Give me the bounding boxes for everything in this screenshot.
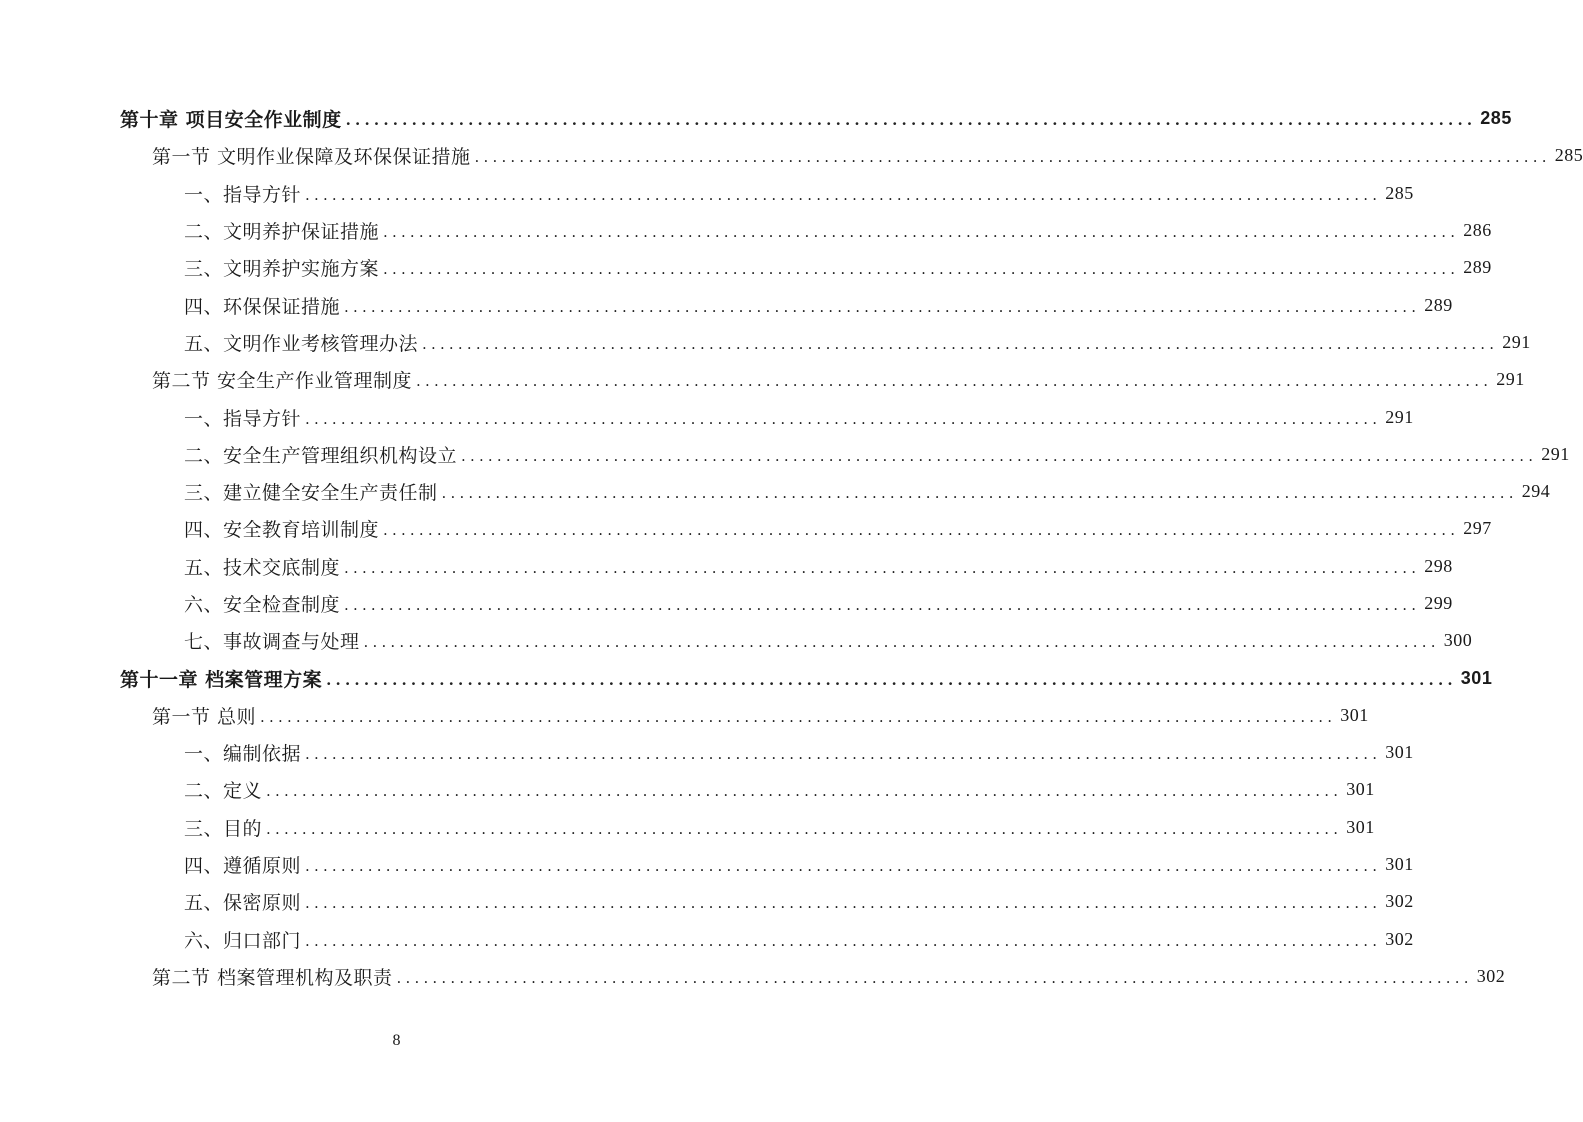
toc-dot-leader: ........................................................................................................................ [383,521,1460,540]
toc-dot-leader: ........................................................................................................................ [305,745,1382,764]
toc-dot-leader: ........................................................................................................................ [344,297,1421,316]
page-number: 8 [392,1032,401,1049]
toc-subsection-entry[interactable] [0,473,1551,510]
toc-entry-page-number: 299 [1424,593,1453,613]
toc-entry-title: 六、安全检查制度 [184,594,341,616]
toc-dot-leader: ........................................................................................................................ [266,819,1343,838]
toc-entry-title: 一、指导方针 [184,407,302,430]
toc-entry-page-number: 298 [1424,555,1453,576]
toc-section-entry[interactable] [0,361,1525,398]
toc-dot-leader: ........................................................................................................................ [363,633,1440,652]
toc-entry-title: 第十一章 档案管理方案 [120,668,323,691]
toc-dot-leader: ........................................................................................................................ [344,558,1421,577]
toc-chapter-entry[interactable] [0,659,1493,696]
toc-entry-title: 三、目的 [184,817,263,840]
table-of-contents [0,100,1583,995]
toc-dot-leader: ........................................................................................................................ [461,446,1538,465]
toc-entry-page-number: 302 [1476,965,1506,986]
toc-section-entry[interactable] [0,958,1506,995]
toc-dot-leader: ........................................................................................................................ [326,670,1457,689]
toc-entry-page-number: 302 [1385,928,1414,949]
toc-entry-title: 第二节 档案管理机构及职责 [152,966,393,989]
toc-dot-leader: ........................................................................................................................ [305,894,1382,913]
toc-subsection-entry[interactable] [0,921,1414,958]
toc-section-entry[interactable] [0,697,1369,734]
toc-entry-title: 二、定义 [184,780,263,803]
toc-chapter-entry[interactable] [0,100,1512,137]
toc-entry-page-number: 285 [1480,108,1512,129]
toc-subsection-entry[interactable] [0,436,1570,473]
toc-section-entry[interactable] [0,137,1583,174]
toc-dot-leader: ........................................................................................................................ [422,334,1499,353]
toc-entry-page-number: 300 [1443,630,1473,651]
toc-entry-page-number: 289 [1424,294,1453,315]
toc-entry-page-number: 285 [1385,182,1414,203]
toc-entry-title: 五、文明作业考核管理办法 [184,332,419,355]
toc-subsection-entry[interactable] [0,249,1492,286]
toc-entry-title: 五、技术交底制度 [184,556,341,579]
toc-dot-leader: ........................................................................................................................ [305,409,1382,428]
toc-subsection-entry[interactable] [0,212,1492,249]
toc-dot-leader: ........................................................................................................................ [396,968,1473,987]
toc-entry-page-number: 291 [1502,331,1531,352]
toc-entry-title: 第十章 项目安全作业制度 [120,109,342,132]
toc-entry-page-number: 294 [1521,481,1551,502]
toc-entry-page-number: 301 [1340,704,1369,725]
toc-dot-leader: ........................................................................................................................ [441,484,1518,503]
toc-subsection-entry[interactable] [0,809,1375,846]
toc-entry-title: 四、安全教育培训制度 [184,519,380,542]
toc-entry-title: 二、安全生产管理组织机构设立 [184,444,458,467]
toc-subsection-entry[interactable] [0,883,1414,920]
toc-subsection-entry[interactable] [0,734,1414,771]
toc-entry-title: 七、事故调查与处理 [184,631,360,654]
toc-entry-title: 六、归口部门 [184,929,302,952]
toc-entry-title: 第二节 安全生产作业管理制度 [152,370,413,393]
toc-subsection-entry[interactable] [0,548,1453,585]
toc-subsection-entry[interactable] [0,585,1453,622]
toc-subsection-entry[interactable] [0,771,1375,808]
toc-subsection-entry[interactable] [0,286,1453,323]
toc-entry-title: 四、环保保证措施 [184,295,341,318]
toc-subsection-entry[interactable] [0,398,1414,435]
toc-entry-page-number: 286 [1463,220,1492,241]
toc-entry-page-number: 289 [1463,257,1492,278]
toc-dot-leader: ........................................................................................................................ [383,223,1460,242]
toc-entry-page-number: 301 [1346,779,1375,800]
toc-dot-leader: ........................................................................................................................ [474,148,1551,167]
toc-entry-page-number: 301 [1385,854,1414,875]
toc-subsection-entry[interactable] [0,175,1414,212]
toc-dot-leader: ........................................................................................................................ [266,782,1343,801]
toc-entry-title: 一、编制依据 [184,743,302,766]
toc-entry-title: 第一节 总则 [152,705,257,728]
toc-dot-leader: ........................................................................................................................ [416,372,1493,391]
toc-entry-page-number: 301 [1385,742,1414,763]
toc-entry-page-number: 301 [1460,667,1493,688]
toc-entry-title: 五、保密原则 [184,892,302,915]
toc-entry-title: 三、建立健全安全生产责任制 [184,482,438,505]
toc-entry-page-number: 301 [1346,816,1375,837]
toc-dot-leader: ........................................................................................................................ [305,931,1382,950]
toc-subsection-entry[interactable] [0,510,1492,547]
toc-subsection-entry[interactable] [0,622,1473,659]
toc-dot-leader: ........................................................................................................................ [344,596,1421,614]
toc-entry-title: 一、指导方针 [184,183,302,206]
toc-subsection-entry[interactable] [0,324,1531,361]
toc-dot-leader: ........................................................................................................................ [260,707,1337,726]
toc-entry-page-number: 285 [1554,145,1583,166]
toc-entry-page-number: 291 [1385,406,1414,427]
toc-dot-leader: ........................................................................................................................ [305,857,1382,876]
toc-entry-title: 第一节 文明作业保障及环保保证措施 [152,146,471,169]
toc-entry-title: 二、文明养护保证措施 [184,221,380,244]
toc-dot-leader: ........................................................................................................................ [383,260,1460,279]
toc-subsection-entry[interactable] [0,846,1414,883]
toc-dot-leader: ........................................................................................................................ [345,111,1477,130]
toc-entry-page-number: 302 [1385,891,1414,912]
toc-entry-page-number: 291 [1496,369,1525,390]
toc-entry-title: 四、遵循原则 [184,855,302,878]
toc-dot-leader: ........................................................................................................................ [305,185,1382,204]
toc-entry-title: 三、文明养护实施方案 [184,258,380,281]
toc-entry-page-number: 291 [1541,443,1570,464]
toc-entry-page-number: 297 [1463,518,1492,539]
